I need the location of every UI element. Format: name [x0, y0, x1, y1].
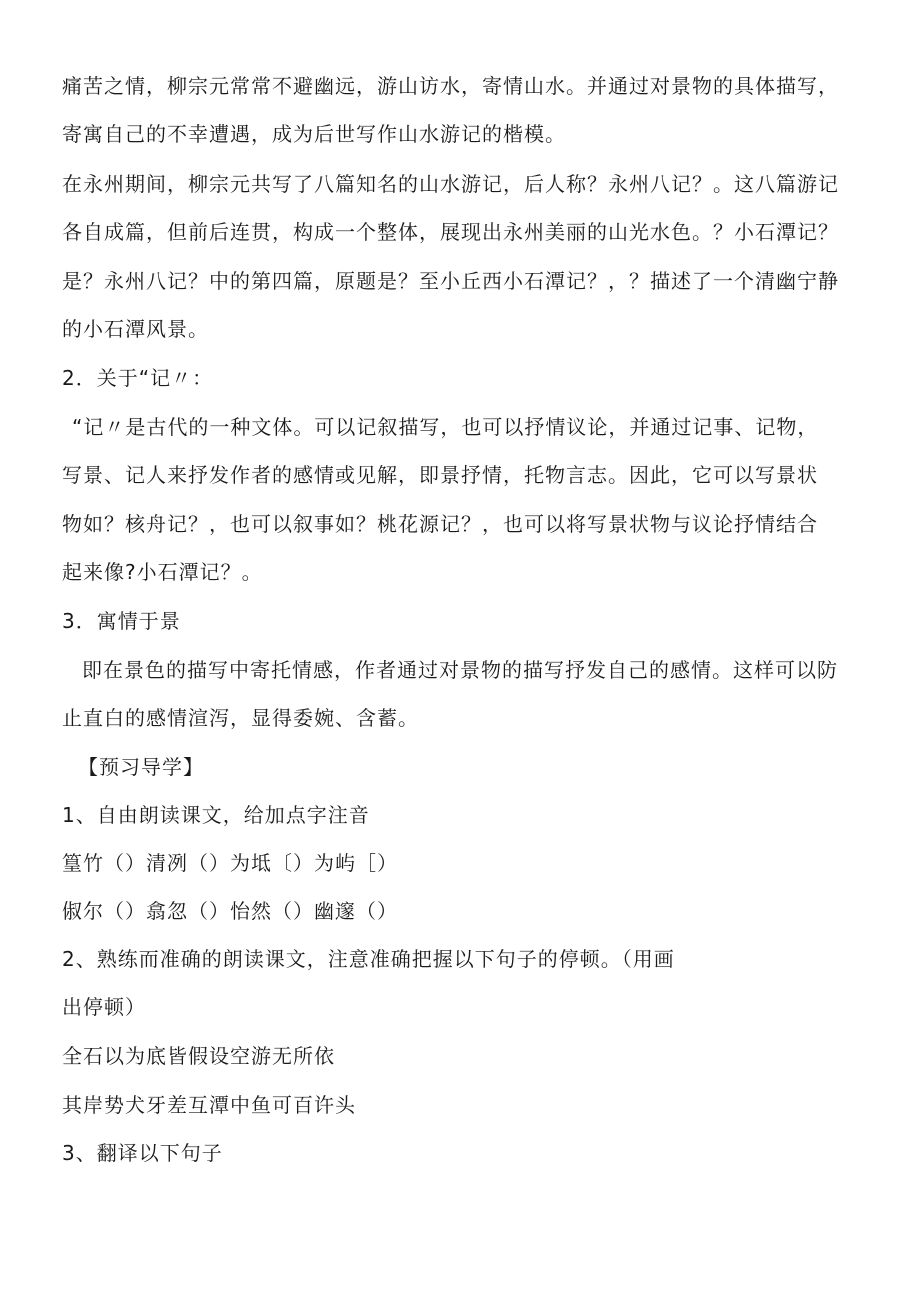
text-line: 寄寓自己的不幸遭遇，成为后世写作山水游记的楷模。: [62, 122, 566, 146]
section-heading: 2．关于“记〃：: [62, 366, 214, 390]
text-line: 俶尔（）翕忽（）怡然（）幽邃（）: [62, 899, 398, 923]
text-line: 是？永州八记？中的第四篇，原题是？至小丘西小石潭记？，？描述了一个清幽宁静: [62, 269, 839, 293]
text-line: 1、自由朗读课文，给加点字注音: [62, 803, 370, 827]
text-line: 各自成篇，但前后连贯，构成一个整体，展现出永州美丽的山光水色。？小石潭记？: [62, 220, 839, 244]
text-line: 物如？核舟记？，也可以叙事如？桃花源记？，也可以将写景状物与议论抒情结合: [62, 512, 818, 536]
text-line: 其岸势犬牙差互潭中鱼可百许头: [62, 1093, 356, 1117]
text-line: 3、翻译以下句子: [62, 1141, 223, 1165]
text-line: 2、熟练而准确的朗读课文，注意准确把握以下句子的停顿。（用画: [62, 947, 675, 971]
text-line: 的小石潭风景。: [62, 317, 209, 341]
section-heading: 3．寓情于景: [62, 609, 181, 633]
text-line: 在永州期间，柳宗元共写了八篇知名的山水游记，后人称？永州八记？。这八篇游记: [62, 172, 839, 196]
text-line: 止直白的感情渲泻，显得委婉、含蓄。: [62, 706, 419, 730]
text-line: 写景、记人来抒发作者的感情或见解，即景抒情，托物言志。因此，它可以写景状: [62, 463, 818, 487]
text-line: “记〃是古代的一种文体。可以记叙描写，也可以抒情议论，并通过记事、记物，: [72, 415, 819, 439]
text-line: 起来像?小石潭记？。: [62, 560, 263, 584]
text-line: 痛苦之情，柳宗元常常不避幽远，游山访水，寄情山水。并通过对景物的具体描写，: [62, 74, 839, 98]
text-line: 篁竹（）清冽（）为坻〔）为屿［）: [62, 851, 398, 875]
text-line: 即在景色的描写中寄托情感，作者通过对景物的描写抒发自己的感情。这样可以防: [82, 658, 838, 682]
text-line: 全石以为底皆假设空游无所依: [62, 1044, 335, 1068]
section-heading: 【预习导学】: [78, 755, 204, 779]
text-line: 出停顿）: [62, 995, 146, 1019]
